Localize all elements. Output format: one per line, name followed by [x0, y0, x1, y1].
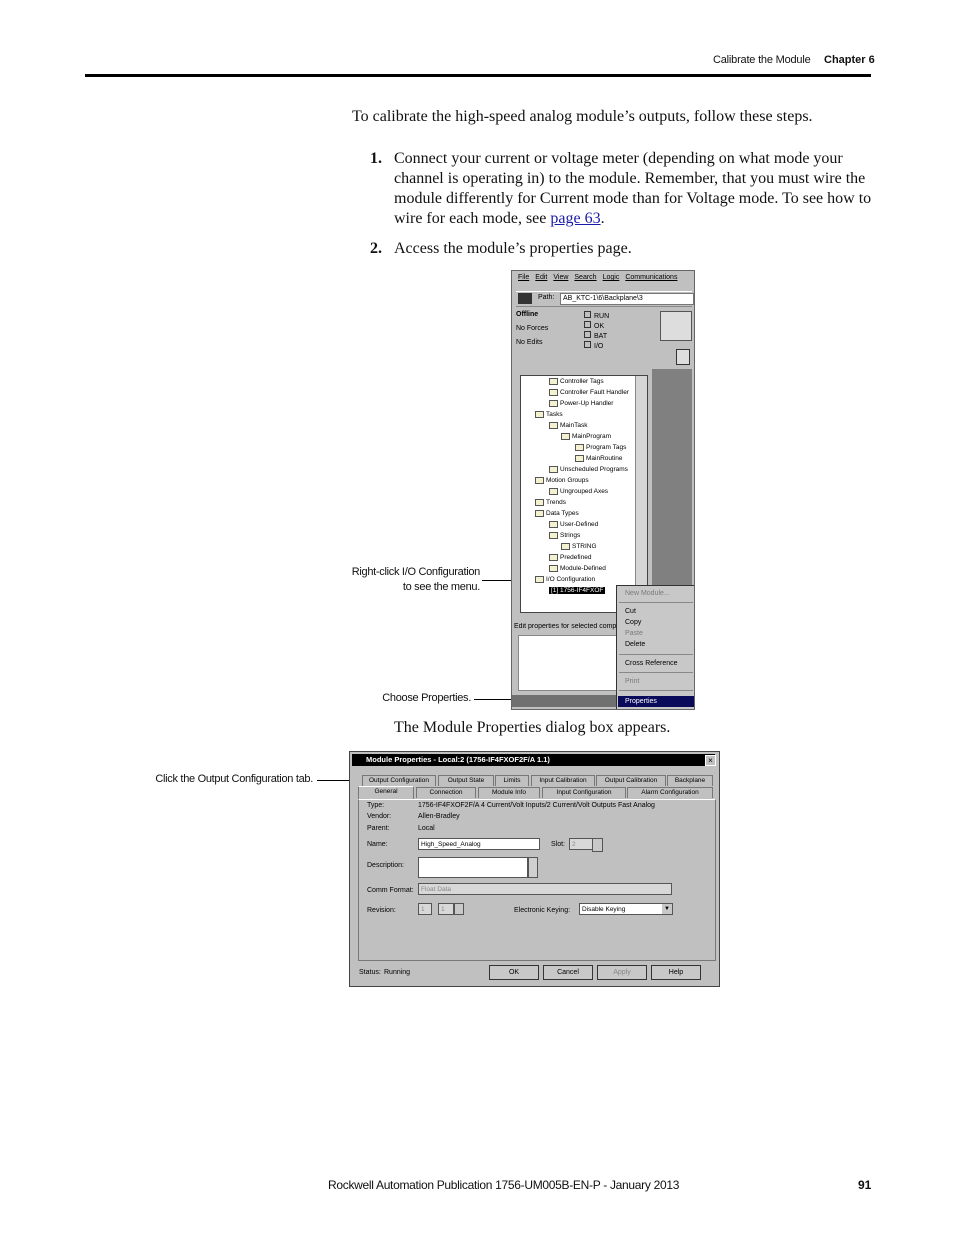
callout-right-click-line1: Right-click I/O Configuration: [351, 566, 480, 578]
tab-alarm-configuration[interactable]: Alarm Configuration: [627, 787, 713, 798]
ok-button[interactable]: OK: [489, 965, 539, 980]
tree-powerup-handler[interactable]: Power-Up Handler: [549, 400, 613, 407]
check-run: RUN: [584, 311, 609, 321]
path-bar: [516, 291, 692, 307]
help-button[interactable]: Help: [651, 965, 701, 980]
workspace-gray: [652, 369, 692, 589]
tree-data-types[interactable]: Data Types: [535, 510, 579, 517]
controller-checks: [584, 311, 609, 351]
description-label: Description:: [367, 862, 404, 869]
tab-module-info[interactable]: Module Info: [478, 787, 540, 798]
tree-program-tags[interactable]: Program Tags: [575, 444, 626, 451]
tree-string[interactable]: STRING: [561, 543, 597, 550]
ctx-separator-2: [619, 654, 693, 655]
header-rule: [85, 74, 871, 77]
ctx-properties[interactable]: Properties: [618, 696, 694, 707]
slot-spinner[interactable]: [592, 838, 603, 852]
general-tab-panel: [358, 799, 716, 961]
tab-output-state[interactable]: Output State: [438, 775, 494, 786]
running-header-section: Calibrate the Module: [713, 54, 811, 66]
module-properties-dialog: [349, 751, 720, 987]
mode-button[interactable]: [676, 349, 690, 365]
tab-backplane[interactable]: Backplane: [667, 775, 713, 786]
name-input[interactable]: High_Speed_Analog: [418, 838, 540, 850]
tab-output-calibration[interactable]: Output Calibration: [596, 775, 666, 786]
status-line: Edit properties for selected comp: [514, 623, 617, 630]
status-offline[interactable]: Offline: [516, 311, 539, 318]
revision-label: Revision:: [367, 907, 396, 914]
dialog-title: Module Properties - Local:2 (1756-IF4FXOF2F/A 1.1): [366, 755, 550, 764]
keying-select[interactable]: Disable Keying: [579, 903, 673, 915]
tree-scrollbar[interactable]: [635, 376, 647, 598]
tab-general[interactable]: General: [358, 786, 414, 799]
cancel-button[interactable]: Cancel: [543, 965, 593, 980]
callout-output-tab: Click the Output Configuration tab.: [155, 773, 313, 785]
parent-label: Parent:: [367, 825, 390, 832]
check-bat: BAT: [584, 331, 609, 341]
dialog-title-bar: [352, 754, 715, 766]
tree-io-configuration[interactable]: I/O Configuration: [535, 576, 595, 583]
apply-button[interactable]: Apply: [597, 965, 647, 980]
tree-mainprogram[interactable]: MainProgram: [561, 433, 611, 440]
tree-predefined[interactable]: Predefined: [549, 554, 591, 561]
page-63-link[interactable]: page 63: [550, 210, 601, 227]
footer-publication: Rockwell Automation Publication 1756-UM005B-EN-P - January 2013: [328, 1178, 680, 1192]
tree-ungrouped-axes[interactable]: Ungrouped Axes: [549, 488, 608, 495]
step-2-number: 2.: [370, 240, 382, 257]
tree-tasks[interactable]: Tasks: [535, 411, 563, 418]
context-menu: [616, 585, 695, 710]
step-1-text: [394, 149, 872, 229]
network-icon: [518, 293, 532, 304]
revision-spinner[interactable]: [454, 903, 464, 915]
step-1: [370, 149, 880, 231]
step-2: [370, 239, 880, 259]
tab-output-configuration[interactable]: Output Configuration: [362, 775, 436, 786]
step-1-number: 1.: [370, 150, 382, 167]
menu-file[interactable]: File: [518, 274, 530, 281]
status-no-forces[interactable]: No Forces: [516, 325, 549, 332]
tree-trends[interactable]: Trends: [535, 499, 566, 506]
ctx-separator-3: [619, 672, 693, 673]
ctx-separator-1: [619, 602, 693, 603]
step-1-body: Connect your current or voltage meter (depending on what mode your channel is operating in) to the module. Remember, that you must wire the module differently for Current mode than for Voltage mode. To see how to wire for each mode, see: [394, 150, 872, 227]
tree-module-slot1[interactable]: [1] 1756-IF4FXOF: [551, 587, 604, 594]
ctx-print[interactable]: Print: [625, 678, 640, 685]
menu-bar: [518, 274, 683, 281]
dialog-appears-text: The Module Properties dialog box appears.: [394, 719, 671, 736]
tree-controller-tags[interactable]: Controller Tags: [549, 378, 604, 385]
rslogix-screenshot: [511, 270, 695, 710]
check-io: I/O: [584, 341, 609, 351]
callout-right-click-line2: to see the menu.: [402, 581, 480, 593]
menu-logic[interactable]: Logic: [602, 274, 620, 281]
tab-limits[interactable]: Limits: [495, 775, 529, 786]
path-label: Path:: [538, 294, 555, 301]
comm-format-select[interactable]: Float Data: [418, 883, 672, 895]
menu-edit[interactable]: Edit: [535, 274, 548, 281]
ctx-cut[interactable]: Cut: [625, 608, 636, 615]
tree-motion-groups[interactable]: Motion Groups: [535, 477, 589, 484]
keying-dropdown-icon[interactable]: ▼: [662, 904, 672, 914]
ctx-paste[interactable]: Paste: [625, 630, 643, 637]
menu-view[interactable]: View: [553, 274, 569, 281]
controller-organizer-tree: [520, 375, 648, 613]
status-no-edits[interactable]: No Edits: [516, 339, 543, 346]
ctx-copy[interactable]: Copy: [625, 619, 642, 626]
comm-format-label: Comm Format:: [367, 887, 414, 894]
ctx-cross-reference[interactable]: Cross Reference: [625, 660, 678, 667]
bottom-toolbar: [512, 695, 622, 707]
revision-minor-input[interactable]: 1: [438, 903, 454, 915]
check-ok: OK: [584, 321, 609, 331]
running-header-chapter: Chapter 6: [824, 54, 875, 66]
keyswitch-panel: [660, 311, 692, 341]
dialog-close-icon[interactable]: ×: [705, 755, 716, 766]
tree-unscheduled[interactable]: Unscheduled Programs: [549, 466, 628, 473]
intro-paragraph: To calibrate the high-speed analog module’s outputs, follow these steps.: [352, 108, 813, 125]
callout-right-click: [330, 565, 480, 595]
slot-input[interactable]: 2: [569, 838, 593, 850]
tab-connection[interactable]: Connection: [416, 787, 476, 798]
keying-label: Electronic Keying:: [514, 907, 571, 914]
tree-fault-handler[interactable]: Controller Fault Handler: [549, 389, 629, 396]
page-number: 91: [858, 1178, 872, 1192]
status-panel: [514, 309, 582, 355]
vendor-value: Allen-Bradley: [418, 813, 460, 820]
slot-label: Slot:: [551, 841, 566, 848]
tree-maintask[interactable]: MainTask: [549, 422, 587, 429]
tab-input-calibration[interactable]: Input Calibration: [531, 775, 595, 786]
status-value: Running: [384, 969, 411, 976]
menu-search[interactable]: Search: [574, 274, 597, 281]
step-2-text: Access the module’s properties page.: [394, 240, 632, 257]
ctx-new-module[interactable]: New Module...: [625, 590, 670, 597]
callout-choose-properties: Choose Properties.: [382, 692, 471, 704]
type-value: 1756-IF4FXOF2F/A 4 Current/Volt Inputs/2 Current/Volt Outputs Fast Analog: [418, 802, 655, 809]
type-label: Type:: [367, 802, 385, 809]
menu-communications[interactable]: Communications: [625, 274, 678, 281]
description-input[interactable]: [418, 857, 528, 878]
tab-input-configuration[interactable]: Input Configuration: [542, 787, 626, 798]
description-scrollbar[interactable]: [528, 857, 538, 878]
step-1-end: .: [600, 210, 605, 227]
ctx-separator-4: [619, 690, 693, 691]
status-label: Status:: [359, 969, 381, 976]
desc-box: [518, 635, 618, 691]
tree-mainroutine[interactable]: MainRoutine: [575, 455, 623, 462]
name-label: Name:: [367, 841, 388, 848]
tree-module-defined[interactable]: Module-Defined: [549, 565, 606, 572]
tree-user-defined[interactable]: User-Defined: [549, 521, 598, 528]
vendor-label: Vendor:: [367, 813, 392, 820]
ctx-delete[interactable]: Delete: [625, 641, 646, 648]
revision-major-input[interactable]: 1: [418, 903, 432, 915]
parent-value: Local: [418, 825, 435, 832]
tree-strings[interactable]: Strings: [549, 532, 580, 539]
path-value[interactable]: AB_KTC-1\6\Backplane\3: [560, 293, 694, 305]
